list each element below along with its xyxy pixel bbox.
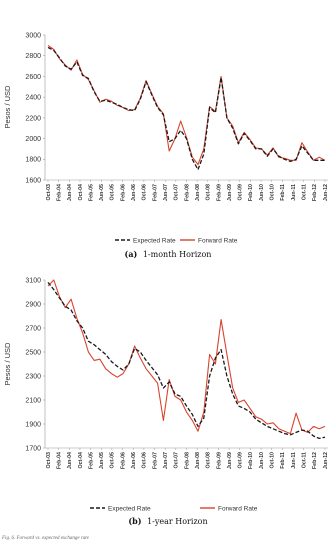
panel-1-month-horizon [3,32,329,259]
x-tick-label-b: Oct-03 [45,452,52,469]
y-tick-label-a: 1800 [25,156,41,164]
x-tick-label-a: Oct-03 [45,184,52,201]
x-tick-label-a: Jun-06 [131,184,138,202]
x-tick-label-a: Jun-08 [194,184,201,202]
x-tick-label-b: Oct-09 [237,452,244,469]
x-tick-label-a: Feb-11 [280,184,287,201]
y-tick-label-b: 1900 [25,421,41,429]
x-tick-label-b: Oct-06 [141,452,148,469]
x-tick-label-b: Feb-09 [216,452,223,470]
x-tick-label-b: Feb-04 [56,452,63,470]
y-tick-label-a: 1600 [25,177,41,185]
legend-a [115,238,238,245]
y-tick-label-a: 2000 [25,135,41,143]
caption-b-text: 1-year Horizon [147,517,208,526]
x-tick-label-b: Feb-08 [184,452,191,470]
panel-1-year-horizon [3,277,329,526]
x-tick-label-b: Jun-11 [290,452,297,469]
figure-note: Fig. 6. Forward vs. expected exchange rate [2,536,89,541]
x-tick-label-a: Jun-10 [258,184,265,202]
x-tick-label-b: Jun-08 [194,452,201,470]
x-tick-label-b: Feb-12 [312,452,319,470]
x-tick-label-b: Jun-12 [322,452,329,470]
x-tick-label-b: Oct-10 [269,452,276,469]
x-tick-label-a: Jun-07 [162,184,169,202]
x-tick-label-a: Feb-10 [248,184,255,202]
x-tick-label-a: Feb-07 [152,184,159,202]
y-tick-label-b: 2700 [25,325,41,333]
caption-b-label: (b) [128,516,142,526]
expected-rate-line-b [48,282,325,438]
forward-rate-line-a [48,45,325,164]
y-tick-label-b: 3100 [25,277,41,285]
x-tick-label-a: Oct-06 [141,184,148,201]
x-tick-label-a: Oct-09 [237,183,244,201]
legend-expected-label-b: Expected Rate [108,505,151,513]
x-tick-label-b: Feb-05 [88,452,95,470]
x-tick-label-a: Jun-05 [99,184,106,202]
caption-b [128,516,207,526]
x-tick-label-b: Feb-11 [280,452,287,469]
caption-a-text: 1-month Horizon [142,250,212,259]
y-axis-label-b: Pesos / USD [3,342,12,386]
x-tick-label-a: Feb-06 [120,184,127,202]
x-tick-label-a: Jun-11 [290,184,297,201]
x-tick-label-a: Oct-08 [205,184,212,201]
y-tick-label-b: 2500 [25,349,41,357]
legend-forward-label-b: Forward Rate [218,505,258,513]
y-tick-label-a: 2600 [25,73,41,81]
x-tick-label-b: Feb-07 [152,452,159,470]
y-tick-label-b: 1700 [25,445,41,453]
x-tick-label-a: Feb-09 [216,184,223,202]
x-tick-label-a: Feb-08 [184,184,191,202]
x-tick-label-a: Oct-07 [173,184,180,201]
x-tick-label-b: Feb-10 [248,452,255,470]
x-tick-label-b: Oct-07 [173,452,180,469]
x-tick-label-a: Feb-04 [56,184,63,202]
y-tick-label-a: 3000 [25,32,41,40]
x-tick-label-b: Feb-06 [120,452,127,470]
x-tick-label-a: Oct-10 [269,184,276,201]
expected-rate-line-a [48,47,325,169]
legend-b [90,506,258,513]
legend-forward-label-a: Forward Rate [198,237,238,245]
forward-rate-line-b [48,280,325,434]
x-tick-label-a: Oct-04 [77,184,84,201]
x-tick-label-b: Jun-10 [258,452,265,470]
x-tick-label-a: Jun-12 [322,184,329,202]
x-tick-label-a: Jun-04 [67,184,74,202]
y-tick-label-b: 2900 [25,301,41,309]
x-tick-label-b: Jun-04 [67,452,74,470]
x-tick-label-a: Feb-05 [88,184,95,202]
x-tick-label-b: Oct-11 [301,452,308,469]
caption-a-label: (a) [124,249,138,259]
x-tick-label-a: Oct-05 [109,184,116,201]
x-tick-label-a: Jun-09 [226,184,233,202]
x-tick-label-a: Oct-11 [301,184,308,201]
y-tick-label-b: 2300 [25,373,41,381]
x-tick-label-b: Jun-05 [99,452,106,470]
legend-expected-label-a: Expected Rate [133,237,176,245]
x-tick-label-b: Jun-07 [162,452,169,470]
x-tick-label-a: Feb-12 [312,184,319,202]
y-tick-label-a: 2400 [25,94,41,102]
x-tick-label-b: Oct-04 [77,452,84,469]
x-tick-label-b: Jun-09 [226,452,233,470]
x-tick-label-b: Jun-06 [131,452,138,470]
y-tick-label-a: 2800 [25,53,41,61]
x-tick-label-b: Oct-05 [109,452,116,469]
y-tick-label-b: 2100 [25,397,41,405]
y-axis-label-a: Pesos / USD [3,85,12,129]
x-tick-label-b: Oct-08 [205,452,212,469]
caption-a [125,249,212,259]
y-tick-label-a: 2200 [25,115,41,123]
